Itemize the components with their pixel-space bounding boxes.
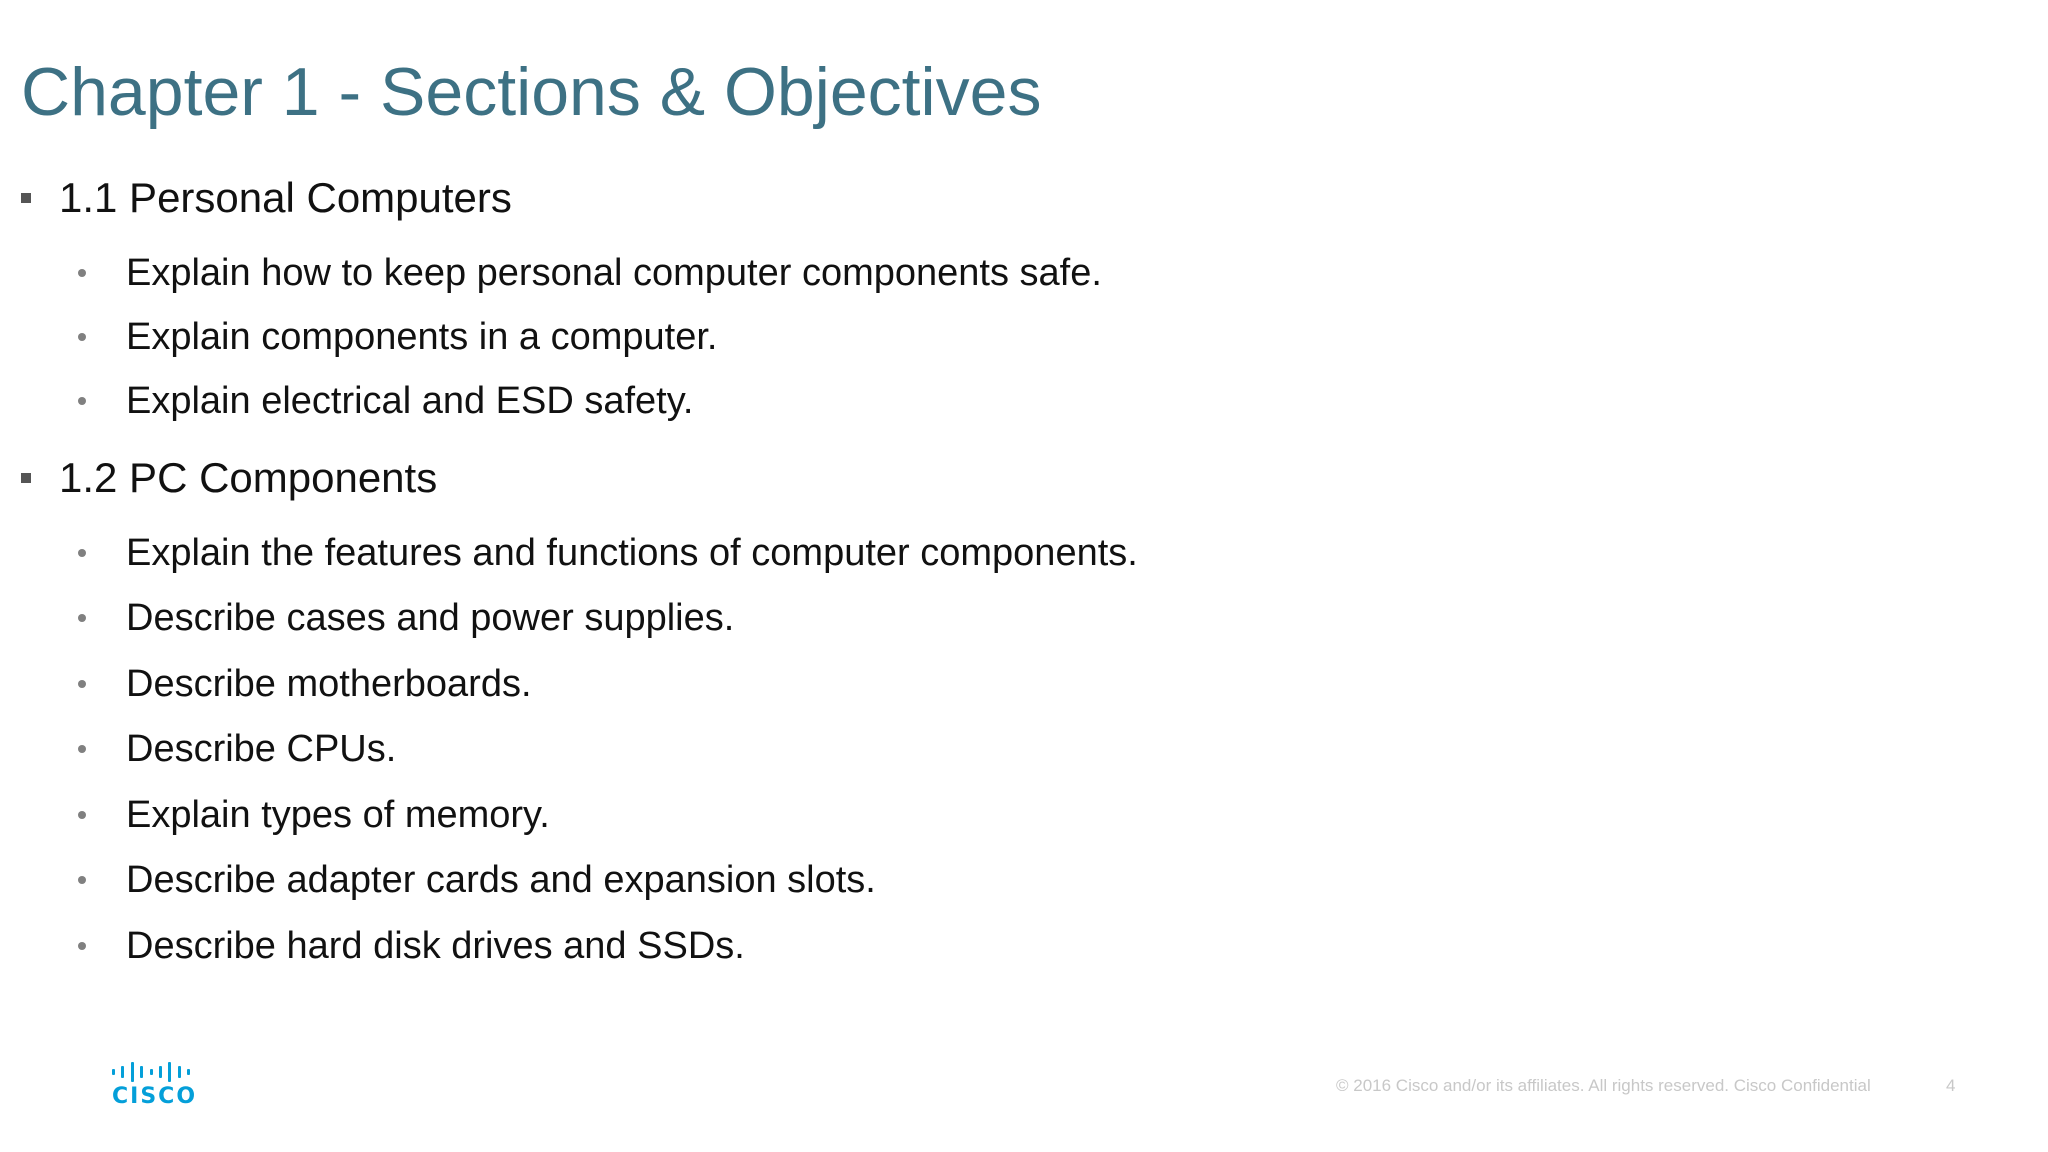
- section-heading-text: 1.2 PC Components: [59, 454, 438, 501]
- square-bullet-icon: [21, 473, 31, 483]
- objective-text: Explain electrical and ESD safety.: [126, 379, 694, 422]
- cisco-logo: [112, 1062, 198, 1109]
- objective-text: Describe hard disk drives and SSDs.: [126, 924, 745, 967]
- square-bullet-icon: [21, 193, 31, 203]
- objective-text: Describe CPUs.: [126, 727, 397, 770]
- dot-bullet-icon: [78, 745, 86, 753]
- objective-text: Describe cases and power supplies.: [126, 596, 735, 639]
- objective-item: [78, 924, 745, 968]
- dot-bullet-icon: [78, 397, 86, 405]
- dot-bullet-icon: [78, 811, 86, 819]
- dot-bullet-icon: [78, 549, 86, 557]
- dot-bullet-icon: [78, 333, 86, 341]
- objective-text: Explain components in a computer.: [126, 315, 718, 358]
- objective-item: [78, 858, 876, 902]
- slide-title: Chapter 1 - Sections & Objectives: [21, 54, 1042, 130]
- objective-item: [78, 727, 396, 771]
- dot-bullet-icon: [78, 680, 86, 688]
- objective-text: Explain types of memory.: [126, 793, 550, 836]
- objective-text: Describe motherboards.: [126, 662, 532, 705]
- objective-item: [78, 662, 532, 706]
- dot-bullet-icon: [78, 614, 86, 622]
- cisco-bars-icon: [112, 1062, 190, 1082]
- objective-item: [78, 596, 734, 640]
- dot-bullet-icon: [78, 942, 86, 950]
- objective-item: [78, 531, 1138, 575]
- objective-item: [78, 251, 1102, 295]
- objective-item: [78, 379, 693, 423]
- objective-text: Explain how to keep personal computer components safe.: [126, 251, 1102, 294]
- objective-item: [78, 793, 550, 837]
- objective-item: [78, 315, 717, 359]
- objective-text: Explain the features and functions of computer components.: [126, 531, 1138, 574]
- dot-bullet-icon: [78, 876, 86, 884]
- dot-bullet-icon: [78, 269, 86, 277]
- page-number: 4: [1946, 1076, 1956, 1095]
- objective-text: Describe adapter cards and expansion slots.: [126, 858, 876, 901]
- section-heading: [21, 174, 512, 222]
- cisco-logo-text: CISCO: [112, 1084, 198, 1109]
- section-heading: [21, 454, 437, 502]
- footer-copyright: © 2016 Cisco and/or its affiliates. All rights reserved. Cisco Confidential: [1336, 1076, 1871, 1095]
- section-heading-text: 1.1 Personal Computers: [59, 174, 512, 221]
